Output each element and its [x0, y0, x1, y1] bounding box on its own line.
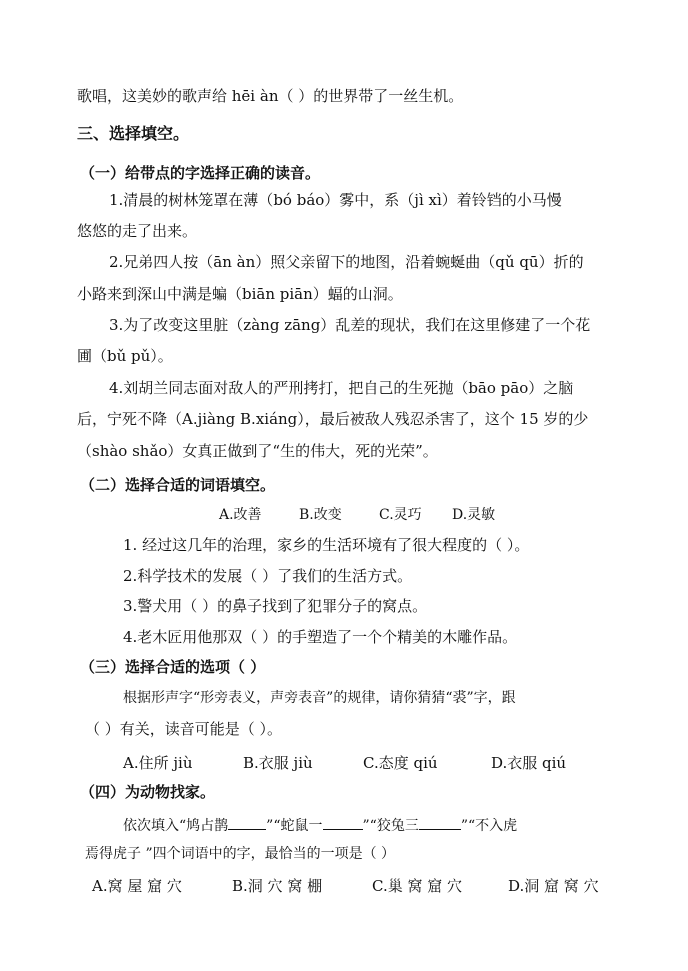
part-4-text-a [123, 814, 517, 836]
part-1-q3-line-a: 3.为了改变这里脏（zàng zāng）乱差的现状，我们在这里修建了一个花 [109, 316, 591, 334]
part-2-q4: 4.老木匠用他那双（ ）的手塑造了一个个精美的木雕作品。 [123, 628, 518, 646]
option-b: B.衣服 jiù [243, 754, 313, 772]
part-2-q1: 1. 经过这几年的治理，家乡的生活环境有了很大程度的（ ）。 [123, 536, 530, 554]
option-d: D.衣服 qiú [491, 754, 567, 772]
part-1-q4-line-c: （shào shǎo）女真正做到了“生的伟大，死的光荣”。 [77, 442, 438, 460]
fill-blank [323, 814, 363, 830]
option-c: C.巢 窝 窟 穴 [372, 877, 463, 895]
part-1-q2-line-a: 2.兄弟四人按（ān àn）照父亲留下的地图，沿着蜿蜒曲（qǔ qū）折的 [109, 253, 584, 271]
text-segment: ”“狡兔三 [362, 818, 419, 834]
section-3-title: 三、选择填空。 [77, 124, 190, 143]
text-segment: ”“蛇鼠一 [266, 818, 323, 834]
part-3-options [123, 753, 566, 773]
part-1-q1-line-b: 悠悠的走了出来。 [77, 222, 198, 240]
part-1-q3-line-b: 圃（bǔ pǔ）。 [77, 347, 173, 365]
fill-blank [419, 814, 461, 830]
option-b: B.洞 穴 窝 棚 [232, 877, 323, 895]
part-1-q4-line-a: 4.刘胡兰同志面对敌人的严刑拷打，把自己的生死抛（bāo pāo）之脑 [109, 379, 574, 397]
part-4-options [92, 876, 599, 896]
part-1-q1-line-a: 1.清晨的树林笼罩在薄（bó báo）雾中，系（jì xì）着铃铛的小马慢 [109, 191, 562, 209]
option-c: C.灵巧 [379, 507, 422, 523]
fill-blank [228, 814, 266, 830]
option-c: C.态度 qiú [363, 754, 438, 772]
part-3-title: （三）选择合适的选项（ ） [80, 658, 266, 676]
option-d: D.灵敏 [452, 507, 496, 523]
part-4-text-b: 焉得虎子 ”四个词语中的字，最恰当的一项是（ ） [85, 846, 396, 862]
part-1-q4-line-b: 后，宁死不降（A.jiàng B.xiáng），最后被敌人残忍杀害了，这个 15 岁的少 [77, 410, 589, 428]
option-a: A.窝 屋 窟 穴 [92, 877, 182, 895]
part-4-title: （四）为动物找家。 [80, 783, 216, 801]
option-b: B.改变 [299, 507, 342, 523]
text-segment: ”“不入虎 [460, 818, 518, 834]
part-1-q2-line-b: 小路来到深山中满是蝙（biān piān）蝠的山洞。 [77, 285, 403, 303]
option-d: D.洞 窟 窝 穴 [508, 877, 599, 895]
part-2-q3: 3.警犬用（ ）的鼻子找到了犯罪分子的窝点。 [123, 597, 428, 615]
part-2-options [219, 505, 495, 525]
text-segment: 依次填入“鸠占鹊 [123, 818, 229, 834]
part-3-text-a: 根据形声字“形旁表义，声旁表音”的规律，请你猜猜“裘”字，跟 [123, 690, 516, 706]
top-line: 歌唱，这美妙的歌声给 hēi àn（ ）的世界带了一丝生机。 [77, 87, 464, 105]
part-2-title: （二）选择合适的词语填空。 [80, 476, 276, 494]
option-a: A.改善 [219, 507, 262, 523]
part-2-q2: 2.科学技术的发展（ ）了我们的生活方式。 [123, 567, 413, 585]
part-3-text-b: （ ）有关，读音可能是（ ）。 [85, 720, 283, 738]
option-a: A.住所 jiù [123, 754, 193, 772]
part-1-title: （一）给带点的字选择正确的读音。 [80, 164, 321, 182]
